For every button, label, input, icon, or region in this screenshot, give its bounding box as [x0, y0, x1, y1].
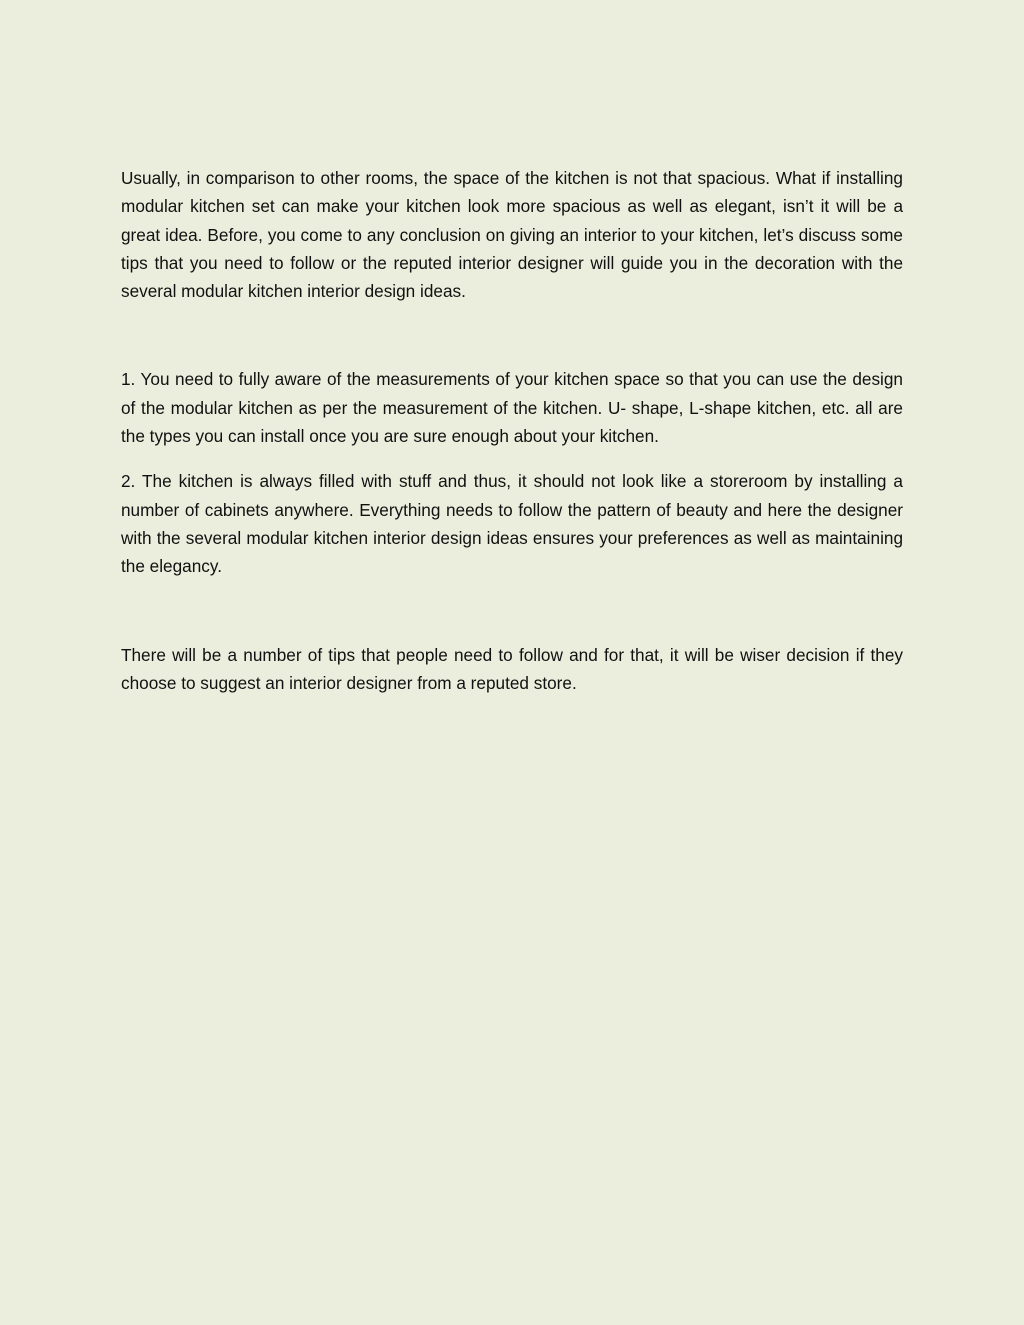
- tip-2-paragraph: 2. The kitchen is always filled with stuff and thus, it should not look like a storeroom by installing a number of cabinets anywhere. Everything needs to follow the pattern of beauty and here the designer with the several modular kitchen interior design ideas ensures your preferences as well as maintaining the elegancy.: [121, 471, 903, 577]
- intro-paragraph: Usually, in comparison to other rooms, the space of the kitchen is not that spacious. What if installing modular kitchen set can make your kitchen look more spacious as well as elegant, isn’t it will be a great idea. Before, you come to any conclusion on giving an interior to your kitchen, let’s discuss some tips that you need to follow or the reputed interior designer will guide you in the decoration with the several modular kitchen interior design ideas.: [121, 168, 903, 302]
- tip-1-paragraph: 1. You need to fully aware of the measurements of your kitchen space so that you can use the design of the modular kitchen as per the measurement of the kitchen. U- shape, L-shape kitchen, etc. all are the types you can install once you are sure enough about your kitchen.: [121, 369, 903, 447]
- conclusion-paragraph: There will be a number of tips that people need to follow and for that, it will be wiser decision if they choose to suggest an interior designer from a reputed store.: [121, 644, 903, 693]
